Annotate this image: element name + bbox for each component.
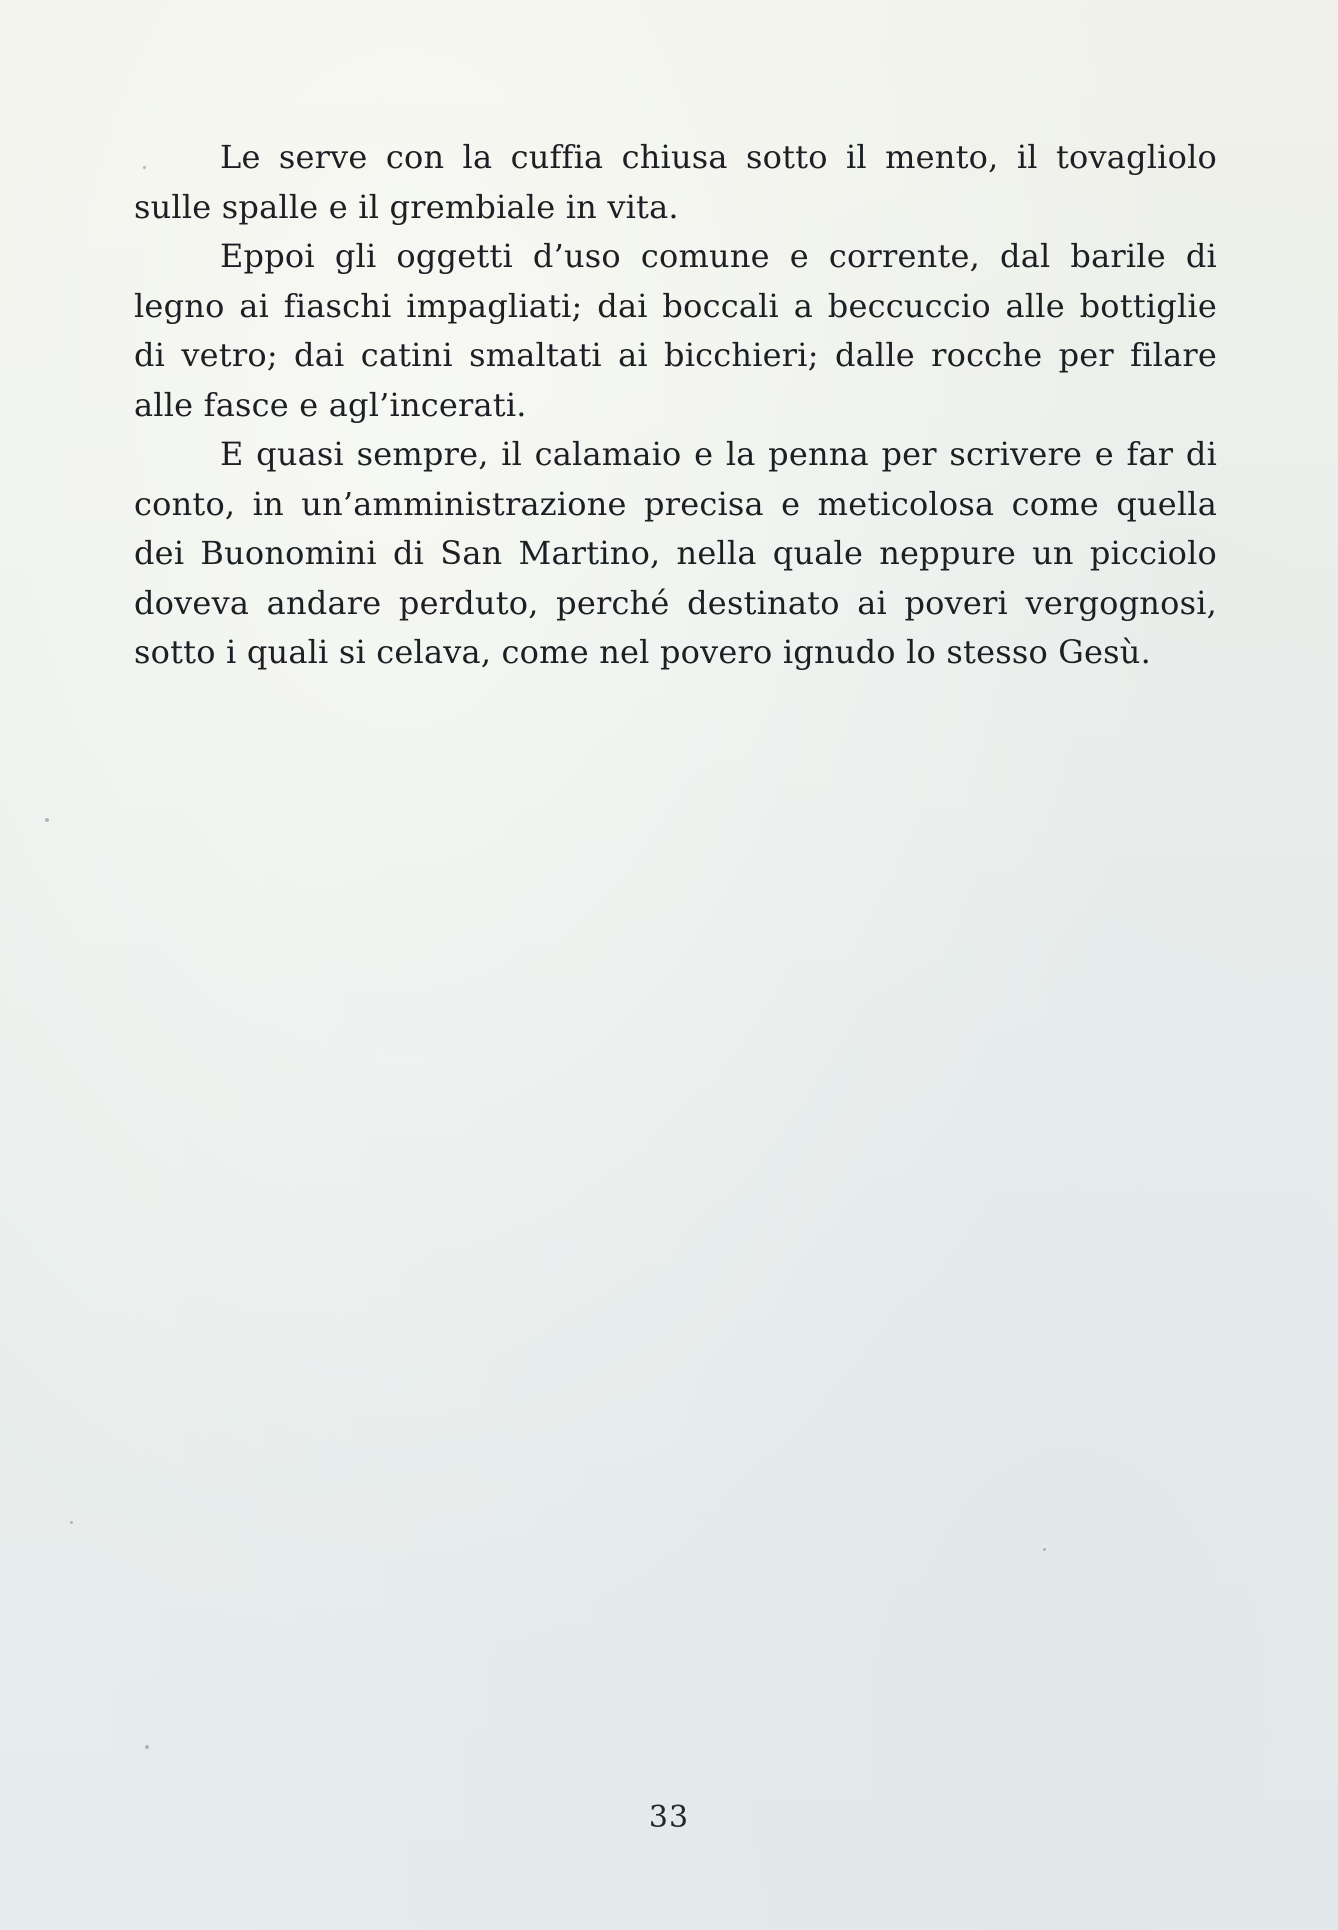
paragraph-3: E quasi sempre, il calamaio e la penna per scrivere e far di conto, in un’amministrazione precisa e meticolosa come quella dei Buonomini di San Martino, nella quale neppure un picciolo doveva andare perduto, perché destinato ai poveri vergognosi, sotto i quali si celava, come nel povero ignudo lo stesso Gesù. xyxy=(134,435,1217,671)
paper-speck xyxy=(70,1521,73,1524)
paper-speck xyxy=(143,166,146,169)
paragraph-1: Le serve con la cuffia chiusa sotto il mento, il tovagliolo sulle spalle e il grembiale in vita. xyxy=(134,138,1217,226)
paper-speck xyxy=(1043,1548,1046,1551)
body-text xyxy=(134,133,1217,678)
paper-speck xyxy=(145,1745,149,1749)
page-number: 33 xyxy=(648,1800,690,1835)
paragraph-2: Eppoi gli oggetti d’uso comune e corrente, dal barile di legno ai fiaschi impagliati; dai boccali a beccuccio alle bottiglie di vetro; dai catini smaltati ai bicchieri; dalle rocche per filare alle fasce e agl’incerati. xyxy=(134,237,1217,424)
paper-speck xyxy=(45,818,49,822)
